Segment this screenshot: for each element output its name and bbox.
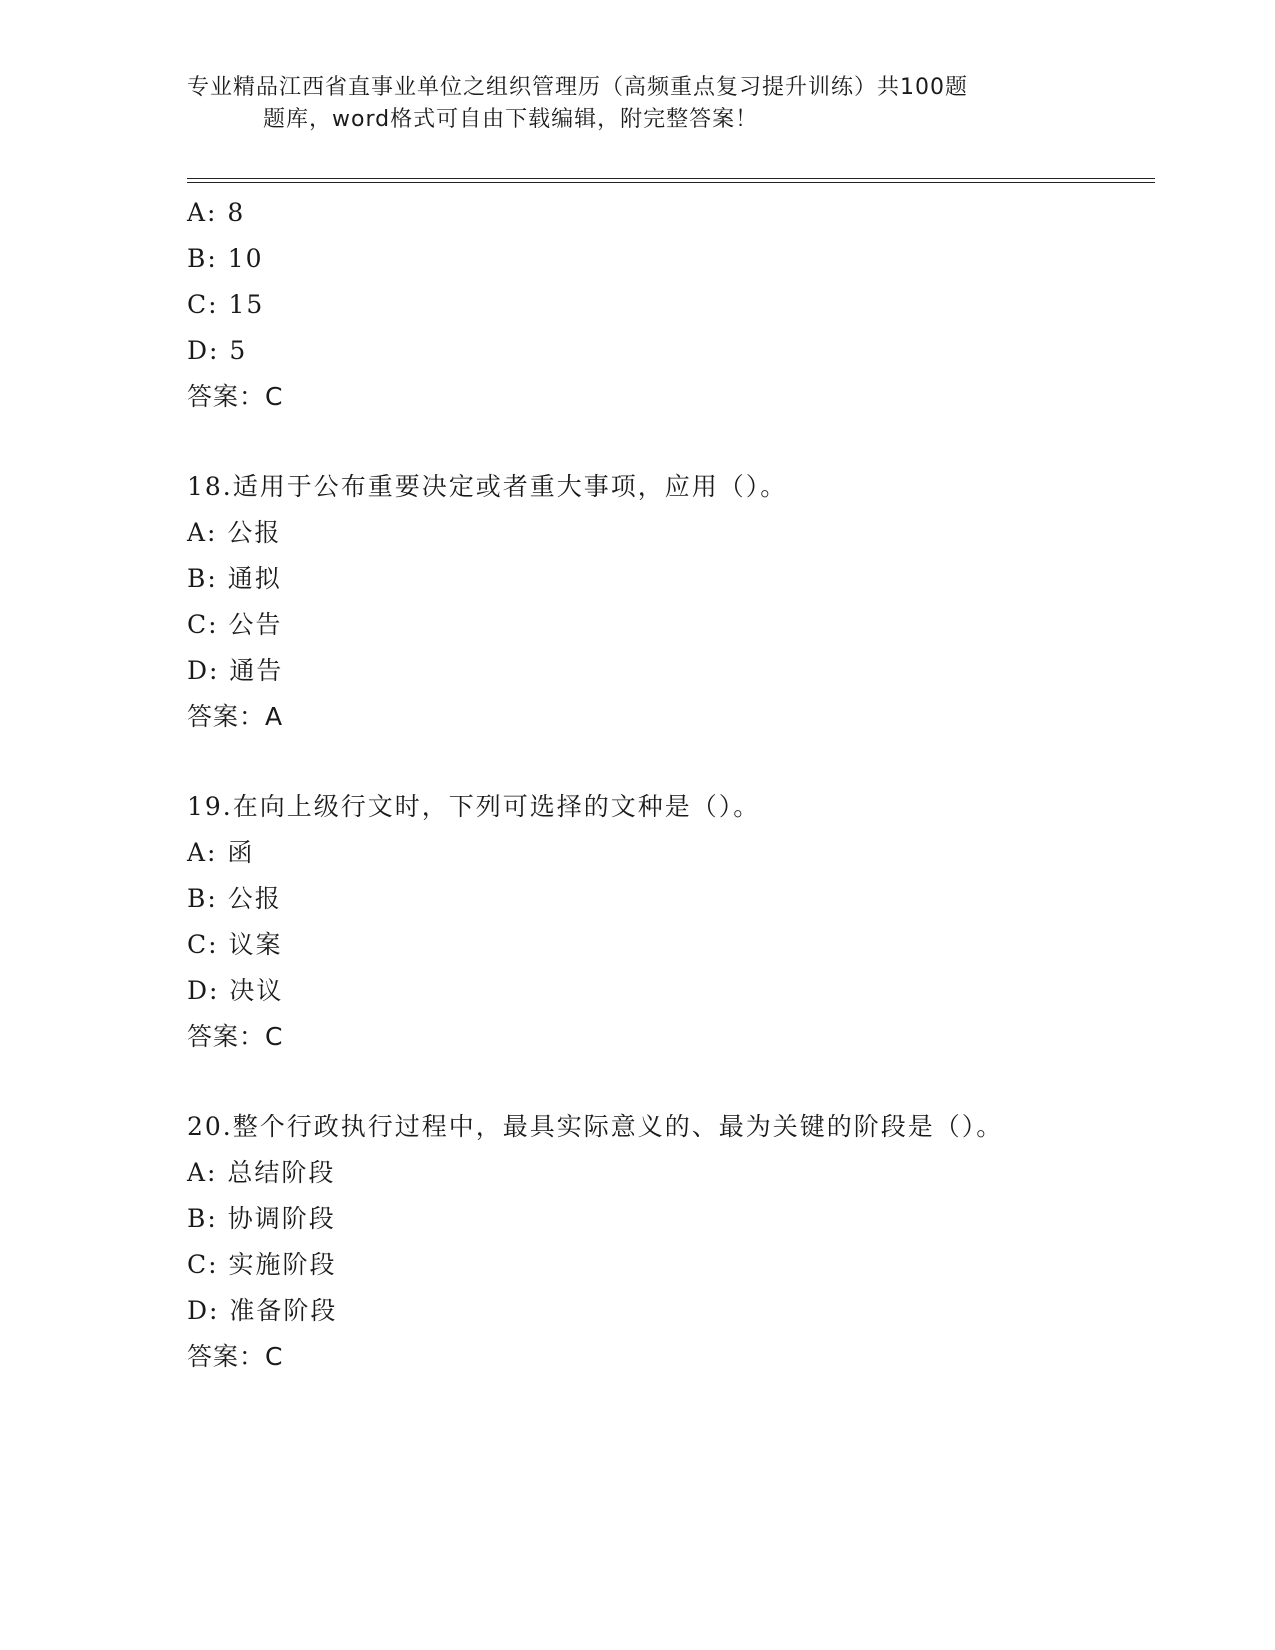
question-text: 19.在向上级行文时，下列可选择的文种是（）。 [187,792,761,821]
header-title-line2: 题库，word格式可自由下载编辑，附完整答案！ [263,107,759,132]
spacer [187,1060,1137,1104]
option-d: D: 通告 [187,656,284,685]
answer-line: 答案：C [187,1342,284,1371]
header-divider-bottom [187,182,1155,183]
question-text: 18.适用于公布重要决定或者重大事项，应用（）。 [187,472,788,501]
question-block-18 [187,464,1137,740]
header-title-line1: 专业精品江西省直事业单位之组织管理历（高频重点复习提升训练）共100题 [187,75,968,100]
question-list [187,190,1137,1380]
option-b: B: 公报 [187,884,282,913]
question-block-19 [187,784,1137,1060]
spacer [187,420,1137,464]
option-b: B: 通拟 [187,564,282,593]
question-block-17 [187,190,1137,420]
option-d: D: 决议 [187,976,284,1005]
answer-line: 答案：A [187,702,284,731]
question-block-20 [187,1104,1137,1380]
option-b: B: 10 [187,244,264,273]
answer-line: 答案：C [187,1022,284,1051]
option-c: C: 公告 [187,610,283,639]
answer-line: 答案：C [187,382,284,411]
option-c: C: 议案 [187,930,283,959]
option-a: A: 8 [187,198,246,227]
option-c: C: 15 [187,290,265,319]
option-d: D: 准备阶段 [187,1296,338,1325]
spacer [187,740,1137,784]
question-text: 20.整个行政执行过程中，最具实际意义的、最为关键的阶段是（）。 [187,1112,1004,1141]
option-c: C: 实施阶段 [187,1250,337,1279]
document-header [187,72,1057,136]
option-d: D: 5 [187,336,248,365]
option-a: A: 函 [187,838,255,867]
option-b: B: 协调阶段 [187,1204,336,1233]
option-a: A: 总结阶段 [187,1158,336,1187]
header-divider-top [187,178,1155,179]
option-a: A: 公报 [187,518,282,547]
